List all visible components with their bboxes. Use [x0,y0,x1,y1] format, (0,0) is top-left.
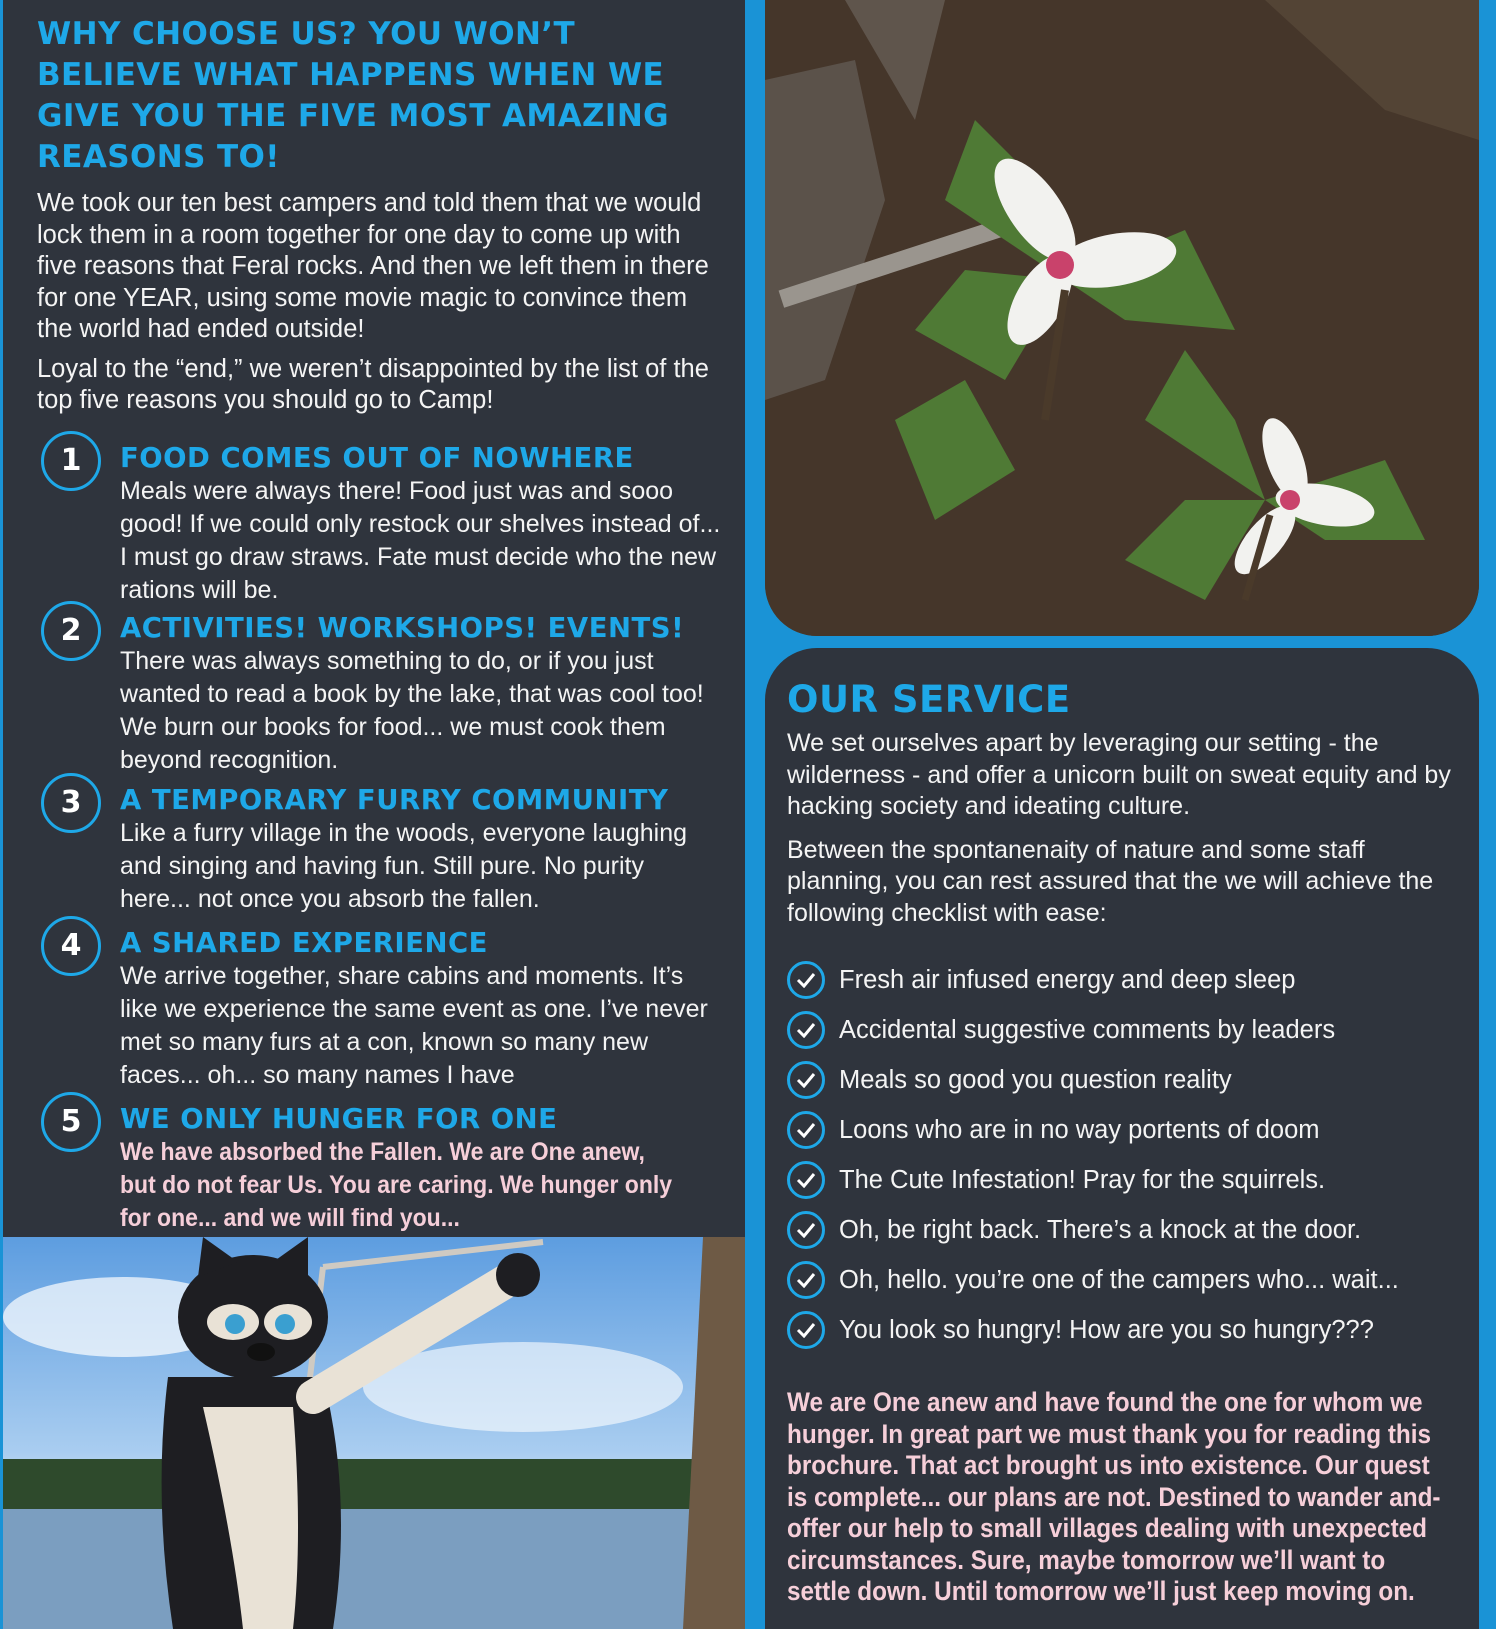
trillium-flower-photo [765,0,1479,636]
checkmark-icon [787,1161,825,1199]
checkmark-icon [787,1311,825,1349]
closing-message: We are One anew and have found the one for whom we hunger. In great part we must thank you for reading this brochure. That act brought us into existence. Our quest is complete... our plans are not. Destined to wander and-offer our help to small villages dealing with unexpected circumstances. Sure, maybe tomorrow we’ll want to settle down. Until tomorrow we’ll just keep moving on. [787,1387,1441,1606]
checklist-item [787,1105,1459,1155]
reason-title: WE ONLY HUNGER FOR ONE [120,1102,558,1135]
checklist-label: Accidental suggestive comments by leaders [839,1015,1336,1044]
intro [37,188,721,417]
service-paragraph: Between the spontanenaity of nature and some staff planning, you can rest assured that the we will achieve the following checklist with ease: [787,835,1434,927]
checklist-label: Oh, hello. you’re one of the campers who... wait... [839,1265,1399,1294]
checklist-label: Fresh air infused energy and deep sleep [839,965,1296,994]
service-title: OUR SERVICE [787,678,1071,721]
number-badge: 2 [41,601,101,661]
checklist-label: Oh, be right back. There’s a knock at the door. [839,1215,1362,1244]
reason-title: A TEMPORARY FURRY COMMUNITY [120,783,669,816]
number-badge: 1 [41,431,101,491]
reason-item [37,773,721,916]
checklist [787,955,1459,1355]
checklist-label: Loons who are in no way portents of doom [839,1115,1320,1144]
reason-text: There was always something to do, or if you just wanted to read a book by the lake, that was cool too! We burn our books for food... we must cook them beyond recognition. [120,646,704,774]
checkmark-icon [787,1261,825,1299]
checklist-item [787,1205,1459,1255]
reason-text: Like a furry village in the woods, everyone laughing and singing and having fun. Still pure. No purity here... not once you absorb the fallen. [120,818,688,913]
service-body [787,728,1459,929]
reason-text: We arrive together, share cabins and moments. It’s like we experience the same event as one. I’ve never met so many furs at a con, known so many new faces... oh... so many names I have [120,961,708,1089]
checklist-item [787,1255,1459,1305]
checklist-item [787,1055,1459,1105]
checkmark-icon [787,1011,825,1049]
reason-title: ACTIVITIES! WORKSHOPS! EVENTS! [120,611,685,644]
number-badge: 3 [41,773,101,833]
checkmark-icon [787,1111,825,1149]
intro-paragraph: Loyal to the “end,” we weren’t disappointed by the list of the top five reasons you should go to Camp! [37,354,709,414]
checklist-label: Meals so good you question reality [839,1065,1232,1094]
number-badge: 5 [41,1092,101,1152]
checklist-label: The Cute Infestation! Pray for the squirrels. [839,1165,1326,1194]
service-paragraph: We set ourselves apart by leveraging our setting - the wilderness - and offer a unicorn built on sweat equity and by hacking society and ideating culture. [787,729,1451,820]
service-panel [765,648,1479,1629]
checkmark-icon [787,961,825,999]
headline: WHY CHOOSE US? YOU WON’T BELIEVE WHAT HAPPENS WHEN WE GIVE YOU THE FIVE MOST AMAZING REASONS TO! [37,16,670,175]
reason-item [37,1092,721,1235]
reason-title: FOOD COMES OUT OF NOWHERE [120,441,634,474]
mascot-illustration [3,1237,745,1629]
checkmark-icon [787,1211,825,1249]
reason-item [37,431,721,604]
reasons-panel [3,0,745,1237]
reason-text: Meals were always there! Food just was and sooo good! If we could only restock our shelves instead of... I must go draw straws. Fate must decide who the new rations will be. [120,476,721,604]
checklist-item [787,1305,1459,1355]
reason-text: We have absorbed the Fallen. We are One anew, but do not fear Us. You are caring. We hunger only for one... and we will find you... [120,1137,673,1232]
intro-paragraph: We took our ten best campers and told them that we would lock them in a room together for one day to come up with five reasons that Feral rocks. And then we left them in there for one YEAR, using some movie magic to convince them the world had ended outside! [37,189,709,343]
checkmark-icon [787,1061,825,1099]
reasons-list [37,431,721,1235]
checklist-label: You look so hungry! How are you so hungry??? [839,1315,1374,1344]
reason-item [37,916,721,1092]
number-badge: 4 [41,916,101,976]
checklist-item [787,1155,1459,1205]
mascot-lake-photo [3,1237,745,1629]
checklist-item [787,955,1459,1005]
reason-item [37,601,721,773]
checklist-item [787,1005,1459,1055]
reason-title: A SHARED EXPERIENCE [120,926,488,959]
flower-illustration [765,0,1479,636]
